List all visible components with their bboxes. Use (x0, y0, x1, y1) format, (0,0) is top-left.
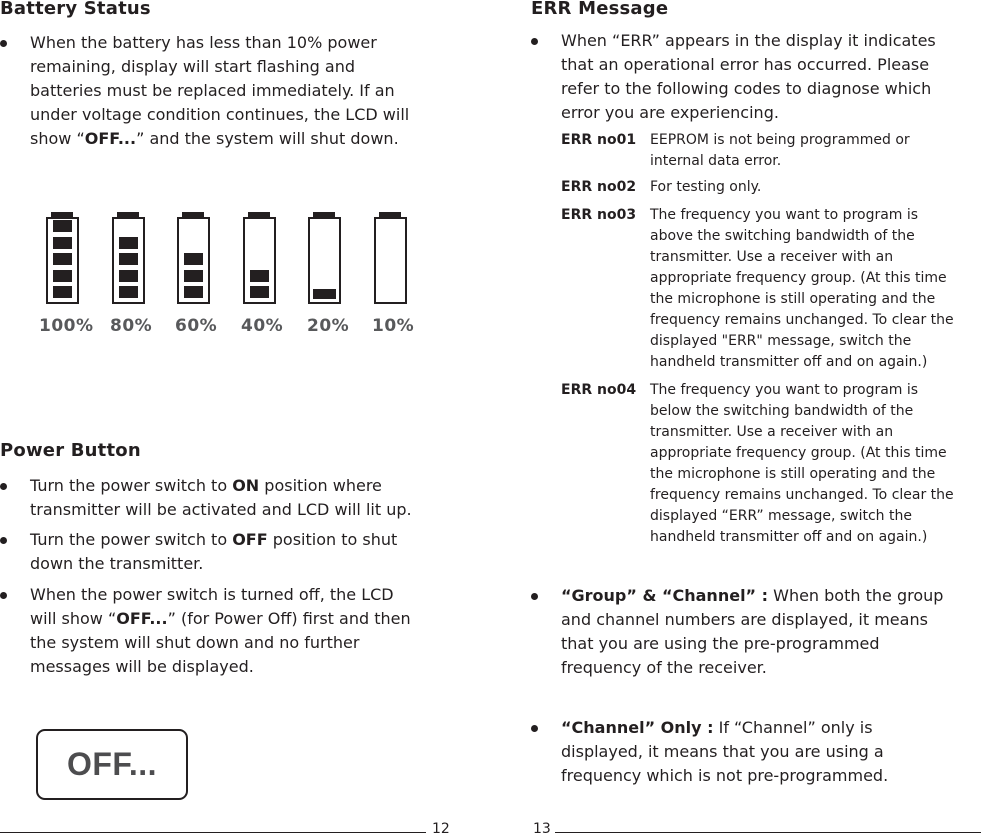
battery-level-label: 100% (39, 316, 94, 336)
battery-icon-20pct (308, 212, 341, 304)
battery-body (177, 217, 210, 304)
bullet-dot (0, 40, 7, 47)
battery-bullet-text: When the battery has less than 10% power remaining, display will start flashing and batteries must be replaced immediately. If an under voltage condition continues, the LCD will show “OFF...” and the system will shut down. (30, 33, 410, 148)
battery-body (308, 217, 341, 304)
battery-segment (250, 286, 269, 298)
battery-body (243, 217, 276, 304)
bullet-dot (0, 537, 7, 544)
battery-segment (53, 286, 72, 298)
err-message-heading: ERR Message (531, 0, 669, 19)
bullet-dot (531, 725, 538, 732)
battery-icon-60pct (177, 212, 210, 304)
battery-segment (53, 237, 72, 249)
bullet-dot (531, 38, 538, 45)
battery-body (46, 217, 79, 304)
power-button-heading: Power Button (0, 440, 141, 461)
battery-segment (184, 270, 203, 282)
bullet-dot (0, 483, 7, 490)
battery-status-heading: Battery Status (0, 0, 151, 19)
battery-segment (53, 253, 72, 265)
lcd-off-display (36, 729, 188, 800)
battery-icon-100pct (46, 212, 79, 304)
battery-icon-10pct (374, 212, 407, 304)
battery-segment (53, 270, 72, 282)
battery-level-label: 20% (307, 316, 350, 336)
bullet-dot (0, 592, 7, 599)
battery-segment (119, 253, 138, 265)
bullet-dot (531, 593, 538, 600)
battery-level-label: 80% (110, 316, 153, 336)
page-number-left: 12 (432, 821, 450, 836)
battery-segment (119, 237, 138, 249)
battery-level-label: 10% (372, 316, 415, 336)
page-number-right: 13 (533, 821, 551, 836)
battery-icon-80pct (112, 212, 145, 304)
battery-level-icons (46, 212, 416, 304)
battery-segment (184, 286, 203, 298)
battery-segment (53, 220, 72, 232)
battery-body (374, 217, 407, 304)
battery-segment (313, 289, 336, 299)
battery-segment (250, 270, 269, 282)
battery-segment (119, 270, 138, 282)
battery-level-label: 60% (175, 316, 218, 336)
battery-segment (119, 286, 138, 298)
footer-rule-right (555, 832, 981, 833)
footer-rule-left (0, 832, 426, 833)
battery-level-label: 40% (241, 316, 284, 336)
lcd-off-text: OFF... (66, 746, 158, 782)
battery-body (112, 217, 145, 304)
battery-icon-40pct (243, 212, 276, 304)
battery-segment (184, 253, 203, 265)
